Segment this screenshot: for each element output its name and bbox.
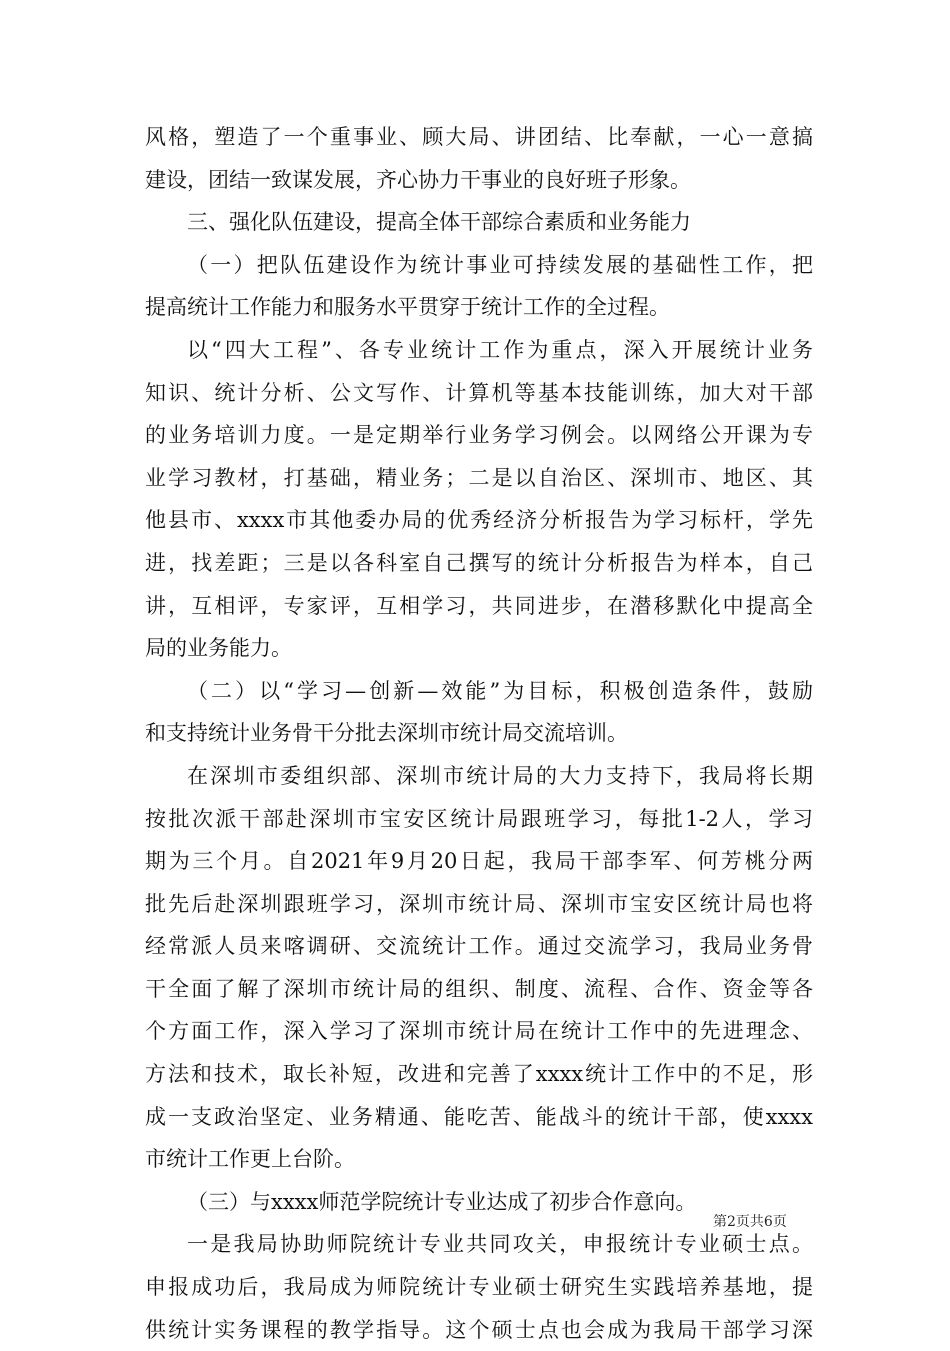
text-line: （二）以“学习—创新—效能”为目标，积极创造条件，鼓励 <box>187 678 813 703</box>
text-line: 他县市、xxxx市其他委办局的优秀经济分析报告为学习标杆，学先 <box>145 508 813 533</box>
text-line: 以“四大工程”、各专业统计工作为重点，深入开展统计业务 <box>187 337 813 362</box>
document-body <box>145 116 813 1351</box>
text-line: 局的业务能力。 <box>145 636 292 661</box>
text-line: （三）与xxxx师范学院统计专业达成了初步合作意向。 <box>187 1189 697 1214</box>
text-line: 建设，团结一致谋发展，齐心协力干事业的良好班子形象。 <box>145 167 691 192</box>
text-line: 申报成功后，我局成为师院统计专业硕士研究生实践培养基地，提 <box>145 1275 813 1300</box>
text-line: 的业务培训力度。一是定期举行业务学习例会。以网络公开课为专 <box>145 423 813 448</box>
text-line: 经常派人员来喀调研、交流统计工作。通过交流学习，我局业务骨 <box>145 934 813 959</box>
text-line: 一是我局协助师院统计专业共同攻关，申报统计专业硕士点。 <box>187 1232 813 1257</box>
text-line: 知识、统计分析、公文写作、计算机等基本技能训练，加大对干部 <box>145 380 813 405</box>
text-line: 批先后赴深圳跟班学习，深圳市统计局、深圳市宝安区统计局也将 <box>145 891 813 916</box>
text-line: 供统计实务课程的教学指导。这个硕士点也会成为我局干部学习深 <box>145 1317 813 1342</box>
text-line: 和支持统计业务骨干分批去深圳市统计局交流培训。 <box>145 721 628 746</box>
page-number: 第2页共6页 <box>713 1214 787 1230</box>
text-line: 在深圳市委组织部、深圳市统计局的大力支持下，我局将长期 <box>187 763 813 788</box>
text-line: 提高统计工作能力和服务水平贯穿于统计工作的全过程。 <box>145 295 670 320</box>
text-line: 干全面了解了深圳市统计局的组织、制度、流程、合作、资金等各 <box>145 976 813 1001</box>
text-line: 成一支政治坚定、业务精通、能吃苦、能战斗的统计干部，使xxxx <box>145 1104 813 1129</box>
text-line: 三、强化队伍建设，提高全体干部综合素质和业务能力 <box>187 210 691 235</box>
text-line: 风格，塑造了一个重事业、顾大局、讲团结、比奉献，一心一意搞 <box>145 125 813 149</box>
text-line: 市统计工作更上台阶。 <box>145 1147 355 1172</box>
text-line: 讲，互相评，专家评，互相学习，共同进步，在潜移默化中提高全 <box>145 593 813 618</box>
text-line: 个方面工作，深入学习了深圳市统计局在统计工作中的先进理念、 <box>145 1019 813 1044</box>
text-line: 期为三个月。自2021年9月20日起，我局干部李军、何芳桃分两 <box>145 849 813 874</box>
text-line: 方法和技术，取长补短，改进和完善了xxxx统计工作中的不足，形 <box>145 1062 813 1087</box>
text-line: 进，找差距；三是以各科室自己撰写的统计分析报告为样本，自己 <box>145 550 813 575</box>
text-line: 业学习教材，打基础，精业务；二是以自治区、深圳市、地区、其 <box>145 465 813 490</box>
text-line: 按批次派干部赴深圳市宝安区统计局跟班学习，每批1-2人，学习 <box>145 806 813 831</box>
text-line: （一）把队伍建设作为统计事业可持续发展的基础性工作，把 <box>187 252 813 277</box>
